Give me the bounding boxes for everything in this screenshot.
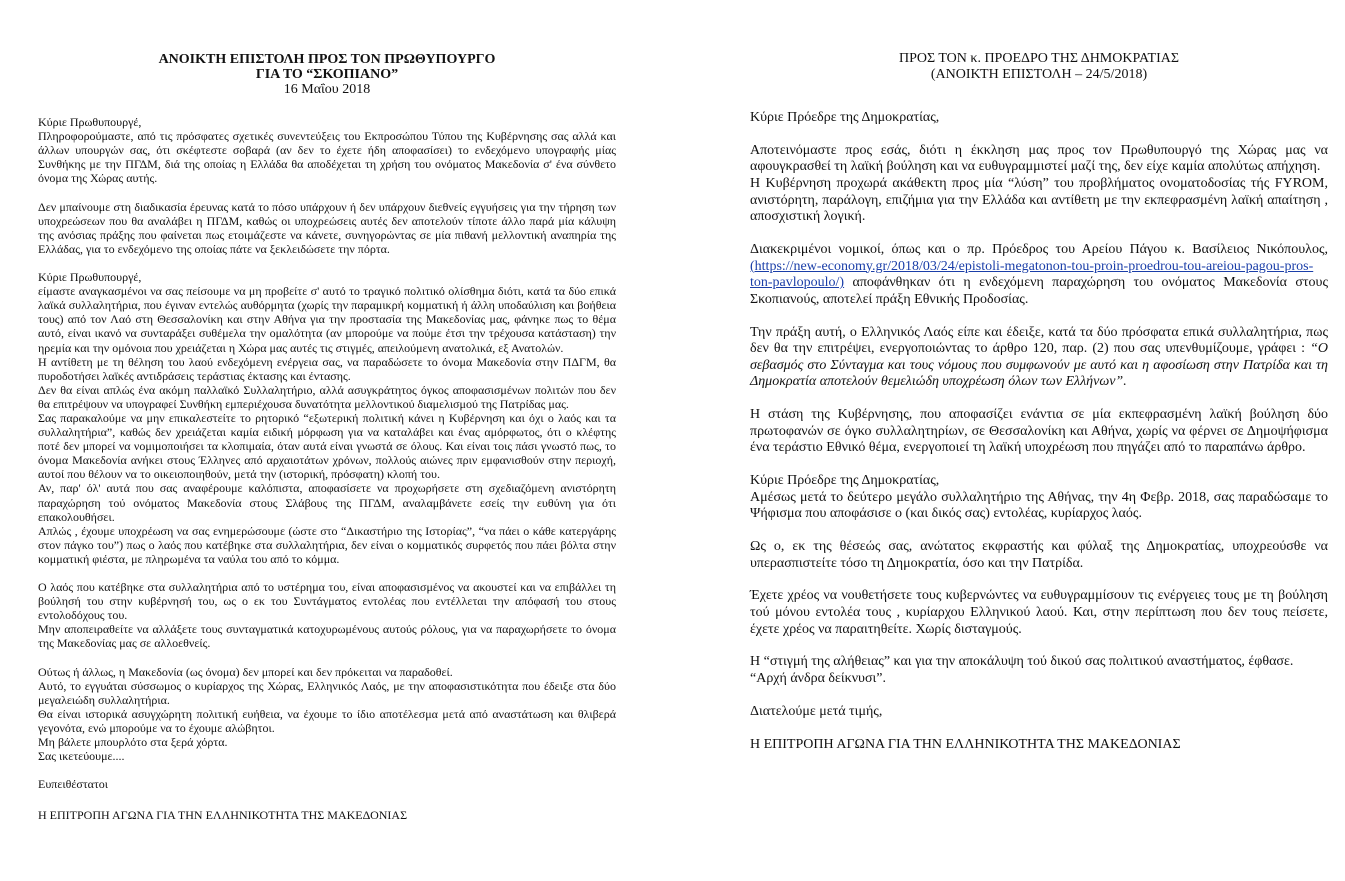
left-letter	[38, 0, 616, 836]
right-letter	[750, 0, 1328, 769]
right-paragraph-7: Έχετε χρέος να νουθετήσετε τους κυβερνώντες να ευθυγραμμίσουν τις ενέργειες τους με τη βούληση τού μόνου εντολέα τους , κυρίαρχου Ελληνικού λαού. Και, στην περίπτωση που δεν τους πείσετε, έχετε χρέος να παραιτηθείτε. Χωρίς δισταγμούς.	[750, 588, 1328, 637]
right-title-line2: (ΑΝΟΙΚΤΗ ΕΠΙΣΤΟΛΗ – 24/5/2018)	[930, 67, 1148, 82]
right-text-line: Η Κυβέρνηση προχωρά ακάθεκτη προς μία “λύση” του προβλήματος ονοματοδοσίας τής FYROM, ανιστόρητη, παράλογη, επιζήμια για την Ελλάδα και αντίθετη με την εκπεφρασμένη λαϊκή απαίτηση , αποσχιστική λογική.	[750, 175, 1328, 225]
right-text: αποφάνθηκαν ότι η ενδεχόμενη παραχώρηση του ονόματος Μακεδονία στους Σκοπιανούς, αποτελεί πράξη Εθνικής Προδοσίας.	[750, 275, 1328, 307]
source-link[interactable]: (https://new-economy.gr/2018/03/24/epistoli-megatonon-tou-proin-proedrou-tou-areiou-pagou-pros-ton-pavlopoulo/)	[750, 258, 1314, 291]
constitution-quote: “Ο σεβασμός στο Σύνταγμα και τους νόμους που συμφωνούν με αυτό και η αφοσίωση στην Πατρίδα και τη Δημοκρατία αποτελούν θεμελιώδη υποχρέωση όλων των Ελλήνων”.	[750, 341, 1329, 390]
right-paragraph-8	[750, 654, 1328, 687]
left-title-line2: ΓΙΑ ΤΟ “ΣΚΟΠΙΑΝΟ”	[255, 67, 399, 82]
left-text-line: Μη βάλετε μπουρλότο στα ξερά χόρτα.	[38, 735, 228, 750]
left-text-line: είμαστε αναγκασμένοι να σας πείσουμε να μη προβείτε σ' αυτό το τραγικό πολιτικό ολίσθημα διότι, κατά τα δύο επικά λαϊκά συλλαλητήρια, που έγιναν εντελώς αυθόρμητα (χωρίς την παραμικρή κομματική ή άλλη υποδαύλιση και βοήθεια τους) από τον Λαό στη Θεσσαλονίκη και στην Αθήνα για την προστασία της Μακεδονίας μας, φάνηκε πως το θέμα αυτό, είναι ικανό να συνταράξει συθέμελα την ομαλότητα (αν μπορούμε να πούμε έτσι την τρέχουσα κατάσταση) την ηρεμία και την ομόνοια που χρειάζεται η Χώρα μας αυτές τις στιγμές, απειλούμενη ανατολικά, εξ Ανατολών.	[38, 284, 616, 355]
left-text-line: Πληροφορούμαστε, από τις πρόσφατες σχετικές συνεντεύξεις του Εκπροσώπου Τύπου της Κυβέρνησης σας αλλά και άλλων υπουργών σας, ότι σκέφτεστε σοβαρά (αν δεν το έχετε ήδη αποφασίσει) το ενδεχόμενο υπογραφής μίας Συνθήκης με την ΠΓΔΜ, διά της οποίας η Ελλάδα θα αποδέχεται τη χρήση του ονόματος Μακεδονία σ' ένα σύνθετο όνομα της Χώρας αυτής.	[38, 129, 616, 186]
right-text: Την πράξη αυτή, ο Ελληνικός Λαός είπε και έδειξε, κατά τα δύο πρόσφατα επικά συλλαλητήρια, πως δεν θα την επιτρέψει, ενεργοποιώντας το άρθρο 120, παρ. (2) που σας υπενθυμίζουμε, γράφει :	[750, 324, 1328, 357]
left-letter-body	[38, 115, 616, 822]
left-text-line: Αυτό, το εγγυάται σύσσωμος ο κυρίαρχος της Χώρας, Ελληνικός Λαός, με την αποφασιστικότητα που έδειξε στα δύο μεγαλειώδη συλλαλητήρια.	[38, 678, 616, 707]
right-signature: Η ΕΠΙΤΡΟΠΗ ΑΓΩΝΑ ΓΙΑ ΤΗΝ ΕΛΛΗΝΙΚΟΤΗΤΑ ΤΗΣ ΜΑΚΕΔΟΝΙΑΣ	[750, 736, 1181, 752]
left-paragraph-3	[38, 270, 616, 566]
left-paragraph-1	[38, 115, 616, 185]
left-text-line: Απλώς , έχουμε υποχρέωση να σας ενημερώσουμε (ώστε στο “Δικαστήριο της Ιστορίας”, “να πάει ο κάθε κατεργάρης στον πάγκο του”) πως ο λαός που κατέβηκε στα συλλαλητήρια, δεν είναι ο κομματικός συρφετός που πάει βόλτα στην κομματική φιέστα, με πληρωμένα τα ναύλα του από το κόμμα.	[38, 523, 616, 566]
right-text: Διακεκριμένοι νομικοί, όπως και ο πρ. Πρόεδρος του Αρείου Πάγου κ. Βασίλειος Νικόπουλος,	[750, 241, 1328, 257]
right-letter-header	[750, 51, 1328, 83]
right-salutation: Κύριε Πρόεδρε της Δημοκρατίας,	[750, 110, 940, 125]
left-letter-header	[38, 52, 616, 97]
left-text-line: Σας παρακαλούμε να μην επικαλεστείτε το ρητορικό “εξωτερική πολιτική κάνει η Κυβέρνηση και όχι ο λαός και τα συλλαλητήρια”, καθώς δεν χρειάζεται καμία ειδική μόρφωση για να καταλάβει και ένας αμόρφωτος, ότι ο κλέφτης ποτέ δεν μπορεί να νομιμοποιήσει τα κλοπιμαία, όταν αυτά είναι γνωστά σε όλους. Και είναι τοις πάσι γνωστό πως, το όνομα Μακεδονία ανήκει στους Έλληνες από αρχαιοτάτων χρόνων, πολλούς αιώνες πριν εμφανισθούν στην περιοχή, αυτοί που θέλουν να το οικειοποιηθούν, μετά την (ιστορική, πρόσφατη) κλοπή του.	[38, 410, 616, 482]
left-title-line1: ΑΝΟΙΚΤΗ ΕΠΙΣΤΟΛΗ ΠΡΟΣ ΤΟΝ ΠΡΩΘΥΠΟΥΡΓΟ	[158, 52, 496, 67]
left-salutation: Κύριε Πρωθυπουργέ,	[38, 270, 142, 285]
left-text-line: Ούτως ή άλλως, η Μακεδονία (ως όνομα) δεν μπορεί και δεν πρόκειται να παραδοθεί.	[38, 664, 453, 679]
right-text-line: Αμέσως μετά το δεύτερο μεγάλο συλλαλητήριο της Αθήνας, την 4η Φεβρ. 2018, σας παραδώσαμε το Ψήφισμα που αποφάσισε ο (και δικός σας) εντολέας, κυρίαρχος λαός.	[750, 489, 1328, 522]
right-paragraph-1	[750, 143, 1328, 226]
left-paragraph-5	[38, 665, 616, 764]
left-text-line: Η αντίθετη με τη θέληση του λαού ενδεχόμενη ενέργεια σας, να παραδώσετε το όνομα Μακεδονία στην ΠΔΓΜ, θα πυροδοτήσει λαϊκές αντιδράσεις τεράστιας έκτασης και έντασης.	[38, 354, 616, 383]
right-paragraph-6: Ως ο, εκ της θέσεώς σας, ανώτατος εκφραστής και φύλαξ της Δημοκρατίας, υποχρεούσθε να υπερασπιστείτε τόσο τη Δημοκρατία, όσο και την Πατρίδα.	[750, 539, 1328, 571]
left-salutation: Κύριε Πρωθυπουργέ,	[38, 115, 142, 129]
left-text-line: Σας ικετεύουμε....	[38, 749, 125, 764]
left-text-line: Αν, παρ' όλ' αυτά που σας αναφέρουμε καλόπιστα, αποφασίσετε να προχωρήσετε στη σχεδιαζόμενη ανιστόρητη παραχώρηση τού ονόματος Μακεδονία στους Σλάβους της ΠΓΔΜ, αναλαμβάνετε εσείς την ευθύνη για ότι επακολουθήσει.	[38, 481, 616, 524]
right-paragraph-2	[750, 242, 1328, 308]
right-title-line1: ΠΡΟΣ ΤΟΝ κ. ΠΡΟΕΔΡΟ ΤΗΣ ΔΗΜΟΚΡΑΤΙΑΣ	[898, 51, 1180, 66]
left-text-line: Δεν μπαίνουμε στη διαδικασία έρευνας κατά το πόσο υπάρχουν ή δεν υπάρχουν διεθνείς εγγυήσεις για την τήρηση των υποχρεώσεων που θα αναλάβει η ΠΓΔΜ, καθώς οι υποχρεώσεις αυτές δεν αποτελούν τίποτε άλλο παρά μία κάλυψη της ανόσιας πράξης που φαίνεται πως ετοιμάζεστε να κάνετε, συνηγορώντας σε μία πιθανή μελλοντική αναπηρία της Ελλάδας, για το ενδεχόμενο της οποίας πάτε να ξεκλειδώσετε την πόρτα.	[38, 199, 616, 256]
right-paragraph-5	[750, 473, 1328, 523]
right-paragraph-3	[750, 325, 1328, 391]
right-closing: Διατελούμε μετά τιμής,	[750, 703, 883, 719]
left-text-line: Ο λαός που κατέβηκε στα συλλαλητήρια από το υστέρημα του, είναι αποφασισμένος να ακουστεί και να επιβάλλει τη βούλησή του στην κυβέρνησή του, ως ο εκ του Συντάγματος εντολέας που εντέλλεται την απόφασή του στους εντολοδόχους του.	[38, 580, 616, 623]
right-text-line: Η “στιγμή της αλήθειας” και για την αποκάλυψη τού δικού σας πολιτικού αναστήματος, έφθασε.	[750, 654, 1294, 670]
left-text-line: Δεν θα είναι απλώς ένα ακόμη παλλαϊκό Συλλαλητήριο, αλλά ασυγκράτητος όγκος αποφασισμένων πολιτών που δεν θα επιτρέψουν να υπογραφεί Συνθήκη εμπεριέχουσα δυνατότητα μελλοντικού διαμελισμού της Πατρίδας μας.	[38, 382, 616, 411]
left-paragraph-2	[38, 200, 616, 256]
left-text-line: Μην αποπειραθείτε να αλλάξετε τους συνταγματικά κατοχυρωμένους αυτούς ρόλους, για να παραχωρήσετε το όνομα της Μακεδονίας μας σε αλλοεθνείς.	[38, 622, 616, 651]
left-signature: Η ΕΠΙΤΡΟΠΗ ΑΓΩΝΑ ΓΙΑ ΤΗΝ ΕΛΛΗΝΙΚΟΤΗΤΑ ΤΗΣ ΜΑΚΕΔΟΝΙΑΣ	[38, 807, 408, 822]
right-letter-body	[750, 110, 1328, 753]
left-closing: Ευπειθέστατοι	[38, 777, 109, 792]
right-salutation-2: Κύριε Πρόεδρε της Δημοκρατίας,	[750, 473, 940, 489]
right-text-line: Αποτεινόμαστε προς εσάς, διότι η έκκληση μας προς τον Πρωθυπουργό της Χώρας μας να αφουγκρασθεί τη λαϊκή βούληση και να ευθυγραμμιστεί μαζί της, δεν είχε καμία απολύτως απήχηση.	[750, 142, 1328, 175]
left-paragraph-4	[38, 580, 616, 650]
left-text-line: Θα είναι ιστορικά ασυγχώρητη πολιτική ευήθεια, να έχουμε το ίδιο αποτέλεσμα μετά από αναστάτωση και θλιβερά γεγονότα, ενώ μπορούμε να το έχουμε αλώβητοι.	[38, 706, 616, 736]
left-date: 16 Μαΐου 2018	[283, 82, 371, 97]
right-paragraph-4: Η στάση της Κυβέρνησης, που αποφασίζει ενάντια σε μία εκπεφρασμένη λαϊκή βούληση δύο πρωτοφανών σε όγκο συλλαλητηρίων, σε Θεσσαλονίκη και Αθήνα, χωρίς να φέρνει σε Δημοψήφισμα ένα τεράστιο Εθνικό θέμα, ενεργοποιεί τη λαϊκή υποχρέωση που πηγάζει από το παραπάνω άρθρο.	[750, 407, 1328, 456]
right-text-line: “Αρχή άνδρα δείκνυσι”.	[750, 670, 887, 686]
